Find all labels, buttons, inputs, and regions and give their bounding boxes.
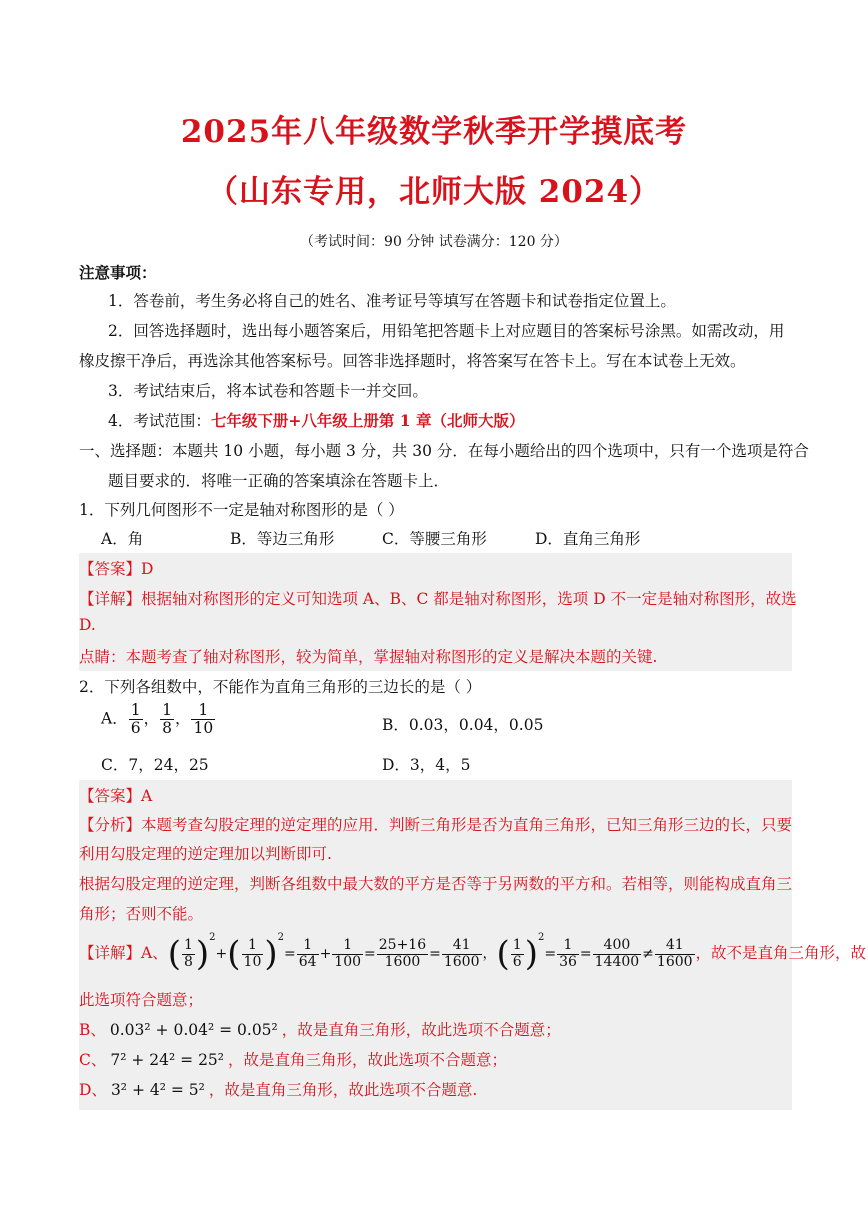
q2-detail-d	[79, 1078, 477, 1100]
q1-option-a: A．角	[101, 530, 144, 548]
q2-option-c: C．7，24，25	[101, 756, 209, 774]
q2-option-b: B．0.03，0.04，0.05	[382, 716, 544, 734]
q2-detail-b-math: 0.03² + 0.04² = 0.05²	[109, 1021, 278, 1039]
section-1-heading-line1: 一、选择题：本题共 10 小题，每小题 3 分，共 30 分．在每小题给出的四个选项中，只有一个选项是符合	[79, 442, 809, 460]
q2-detail-b	[79, 1018, 561, 1040]
q2-detail-math: ( $\frac{1}{8}$ )$^2$+( $\frac{1}{10}$ )$^2$= $\frac{1}{64}$ + $\frac{1}{100}$ = $\frac{25+16}{1600}$ = $\frac{41}{1600}$ ，( $\frac{1}{6}$ )$^2$= $\frac{1}{36}$ = $\frac{400}{14400}$ ≠ $\frac{41}{1600}$	[167, 932, 693, 974]
q2-detail-d-text: ，故是直角三角形，故此选项不合题意.	[208, 1081, 478, 1099]
fraction: $\frac{25+16}{1600}$	[378, 937, 427, 970]
q1-detail-line1: 【详解】根据轴对称图形的定义可知选项 A、B、C 都是轴对称图形，选项 D 不一定是轴对称图形，故选	[79, 590, 797, 608]
q2-option-a-label: A．	[101, 709, 128, 728]
notes-item-4-prefix: 4．考试范围：	[108, 412, 211, 430]
q2-detail-d-label: D、	[79, 1081, 107, 1099]
q1-stem: 1．下列几何图形不一定是轴对称图形的是（ ）	[79, 501, 404, 519]
notes-item-2-line1: 2．回答选择题时，选出每小题答案后，用铅笔把答题卡上对应题目的答案标号涂黑。如需改动，用	[108, 322, 785, 340]
fraction: $\frac{1}{8}$	[183, 937, 193, 970]
exam-scope: 七年级下册+八年级上册第 1 章（北师大版）	[210, 411, 525, 430]
fraction: $\frac{1}{10}$	[243, 937, 262, 970]
notes-heading: 注意事项：	[79, 263, 157, 282]
q2-option-d: D．3，4，5	[382, 756, 471, 774]
fraction: $\frac{1}{6}$	[512, 937, 522, 970]
q1-detail-line2: D.	[79, 616, 96, 634]
q2-detail-suffix: ，故不是直角三角形，故	[695, 944, 867, 962]
fraction: $\frac{400}{14400}$	[594, 937, 640, 970]
q2-detail-c-math: 7² + 24² = 25²	[110, 1051, 225, 1069]
q1-option-b: B．等边三角形	[230, 530, 335, 548]
q1-option-c: C．等腰三角形	[382, 530, 487, 548]
page-title: 2025年八年级数学秋季开学摸底考	[180, 114, 688, 150]
q2-detail-d-math: 3² + 4² = 5²	[110, 1081, 205, 1099]
q2-stem: 2．下列各组数中，不能作为直角三角形的三边长的是（ ）	[79, 678, 482, 696]
q1-comment: 点睛：本题考查了轴对称图形，较为简单，掌握轴对称图形的定义是解决本题的关键.	[79, 648, 658, 666]
fraction: $\frac{1}{10}$	[193, 701, 214, 738]
q2-analysis-line2: 利用勾股定理的逆定理加以判断即可.	[79, 845, 332, 863]
q1-answer: 【答案】D	[79, 560, 154, 578]
fraction: $\frac{1}{64}$	[298, 937, 317, 970]
fraction: $\frac{1}{6}$	[130, 701, 141, 738]
q2-detail-line1	[79, 932, 867, 974]
q2-detail-c-text: ，故是直角三角形，故此选项不合题意；	[228, 1051, 508, 1069]
exam-info: （考试时间：90 分钟 试卷满分：120 分）	[300, 234, 568, 250]
fraction: $\frac{1}{36}$	[559, 937, 577, 970]
fraction: $\frac{1}{8}$	[162, 701, 172, 738]
q2-analysis-line3: 根据勾股定理的逆定理，判断各组数中最大数的平方是否等于另两数的平方和。若相等，则能构成直角三	[79, 875, 793, 893]
q1-option-d: D．直角三角形	[535, 530, 641, 548]
q2-detail-c	[79, 1048, 507, 1070]
notes-item-4	[108, 409, 524, 431]
q2-detail-line2: 此选项符合题意；	[79, 991, 204, 1009]
q2-detail-c-label: C、	[79, 1051, 107, 1069]
q2-option-a: A． $\frac{1}{6}$ ， $\frac{1}{8}$ ， $\frac{1}{10}$	[101, 701, 214, 738]
section-1-heading-line2: 题目要求的．将唯一正确的答案填涂在答题卡上．	[108, 472, 450, 490]
q2-analysis-line1: 【分析】本题考查勾股定理的逆定理的应用．判断三角形是否为直角三角形，已知三角形三边的长，只要	[79, 816, 793, 834]
q2-answer: 【答案】A	[79, 787, 153, 805]
notes-item-3: 3．考试结束后，将本试卷和答题卡一并交回。	[108, 382, 428, 400]
q2-detail-b-text: ，故是直角三角形，故此选项不合题意；	[281, 1021, 561, 1039]
q2-detail-b-label: B、	[79, 1021, 106, 1039]
fraction: $\frac{41}{1600}$	[656, 937, 693, 970]
notes-item-1: 1．答卷前，考生务必将自己的姓名、准考证号等填写在答题卡和试卷指定位置上。	[108, 292, 676, 310]
q2-analysis-line4: 角形；否则不能。	[79, 905, 204, 923]
notes-item-2-line2: 橡皮擦干净后，再选涂其他答案标号。回答非选择题时，将答案写在答卡上。写在本试卷上无效。	[79, 352, 746, 370]
fraction: $\frac{41}{1600}$	[443, 937, 480, 970]
fraction: $\frac{1}{100}$	[334, 937, 362, 970]
page-subtitle: （山东专用，北师大版 2024）	[206, 174, 662, 210]
q2-detail-prefix: 【详解】A、	[79, 944, 168, 962]
